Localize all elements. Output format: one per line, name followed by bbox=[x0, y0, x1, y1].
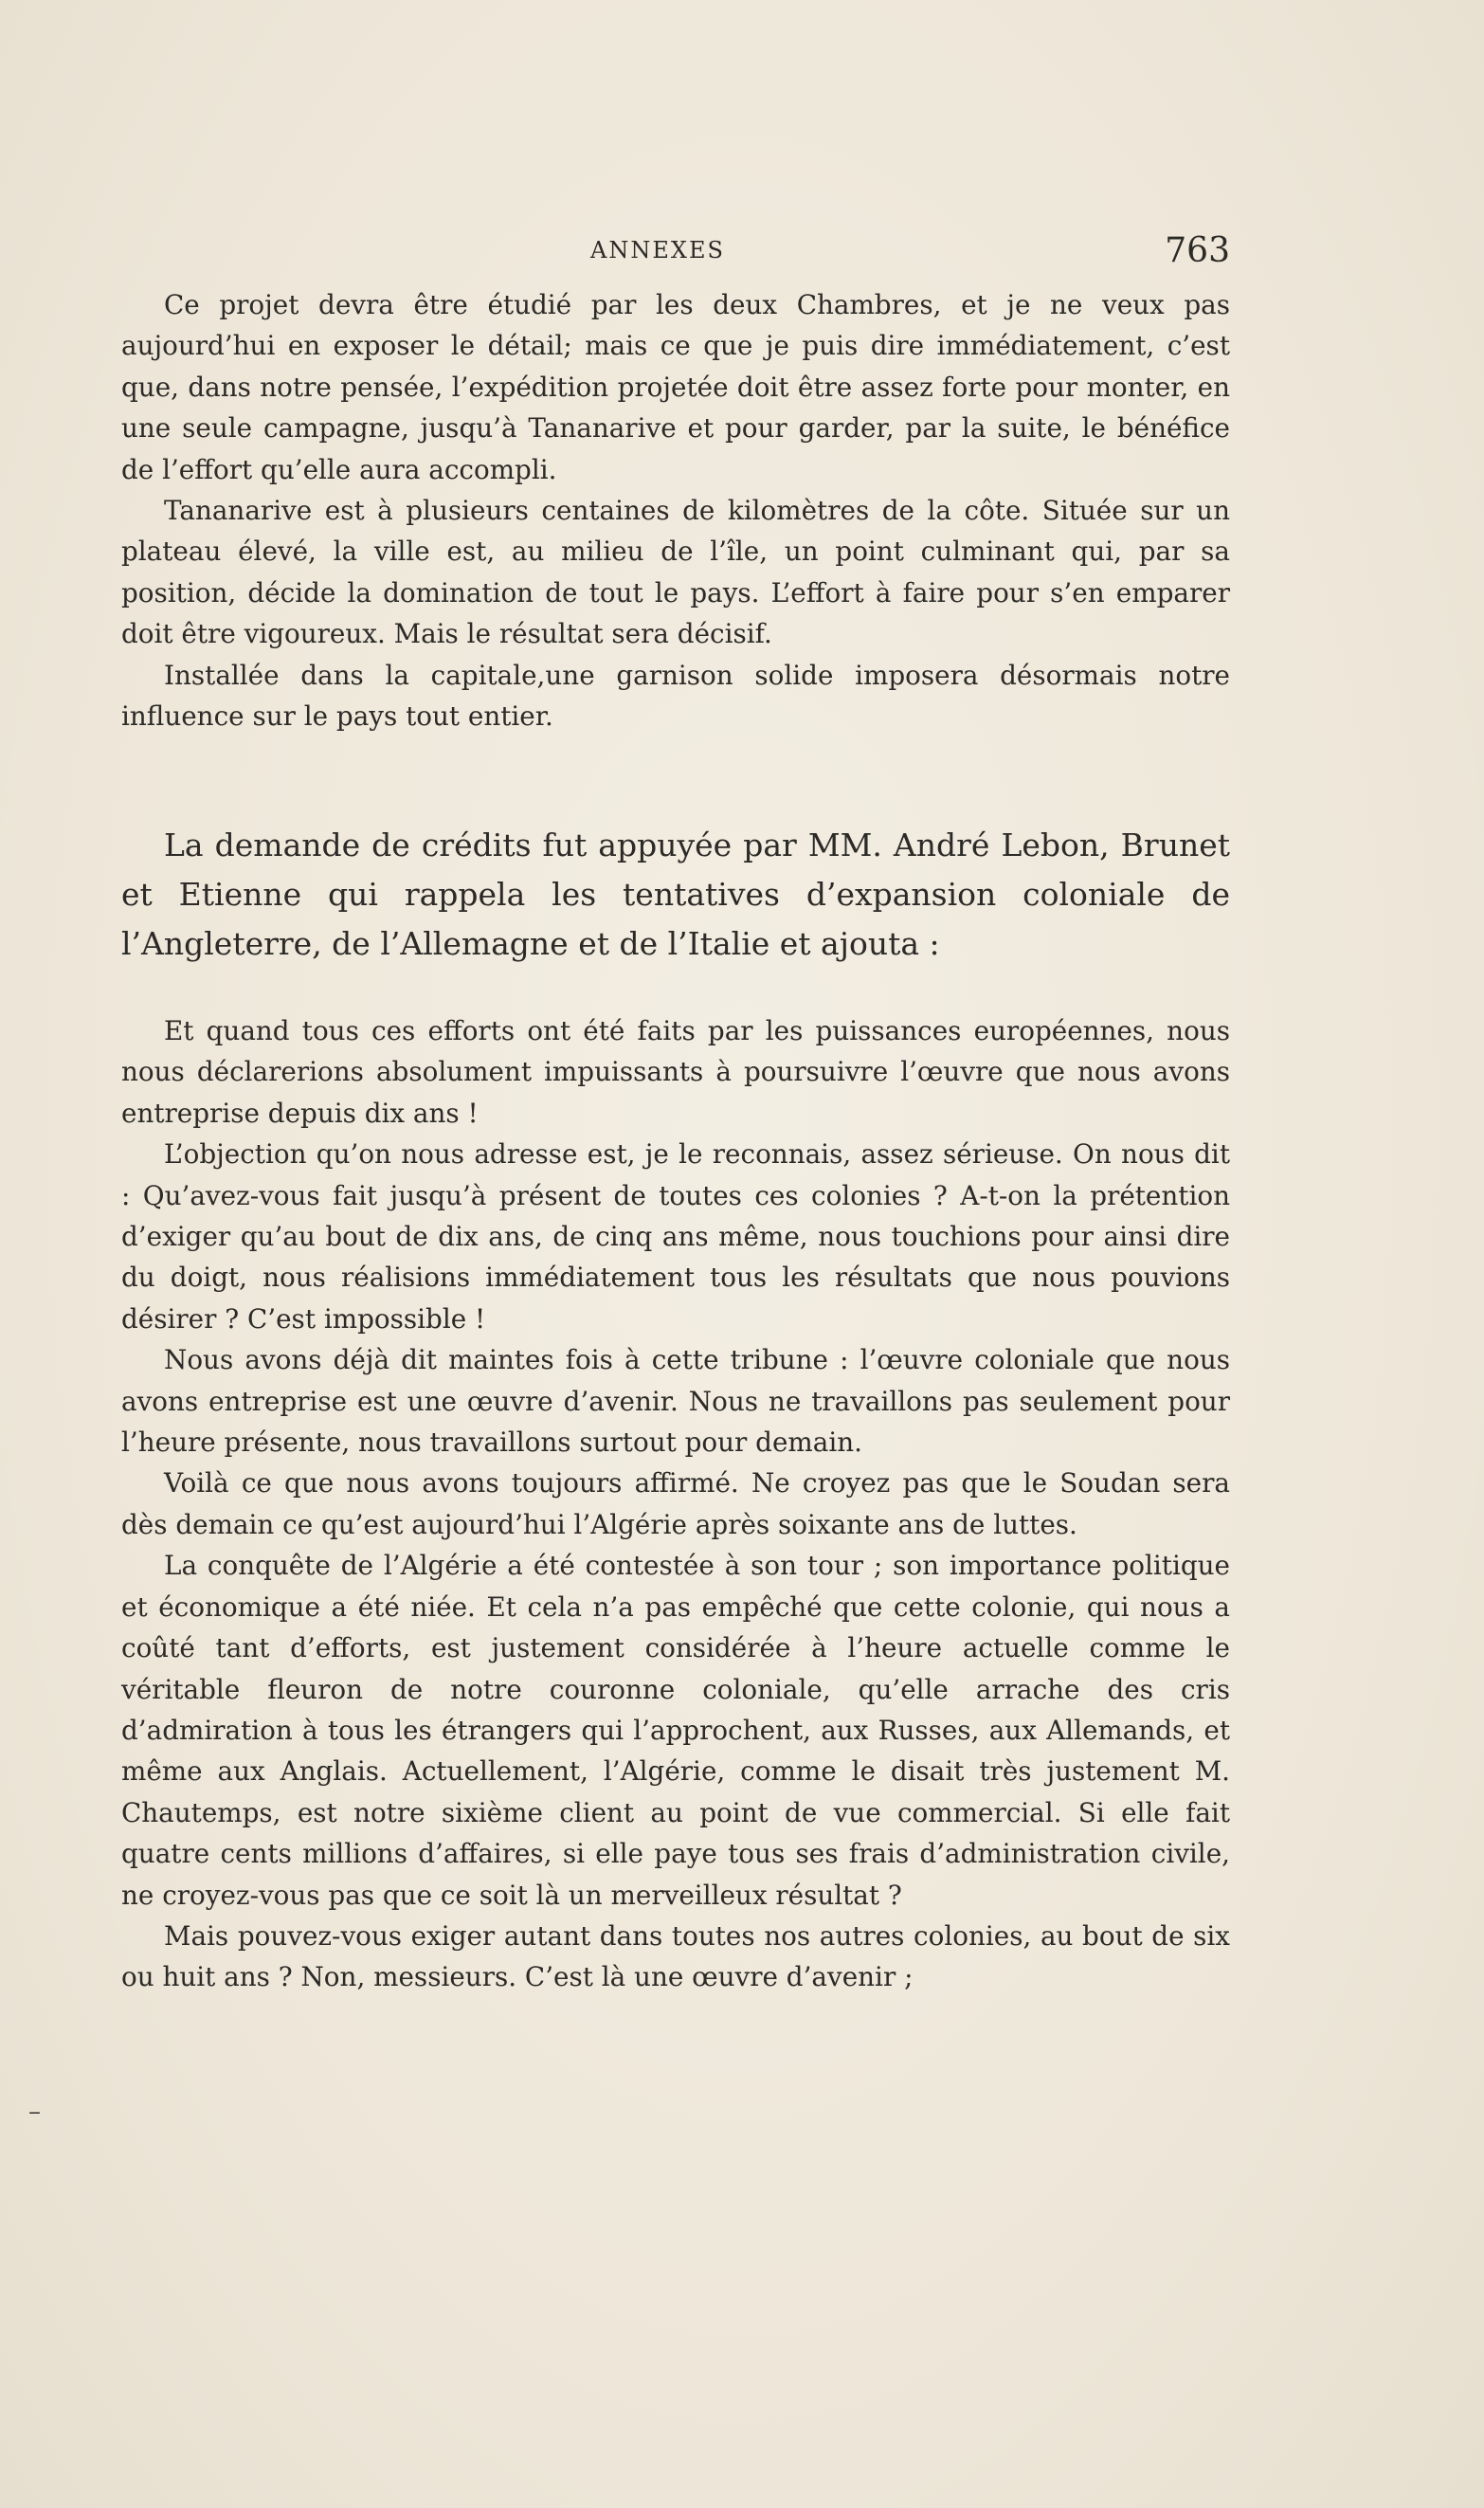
paragraph: Voilà ce que nous avons toujours affirmé. Ne croyez pas que le Soudan sera dès demain ce qu’est aujourd’hui l’Algérie après soixante ans de luttes. bbox=[121, 1467, 1230, 1540]
paragraph: Et quand tous ces efforts ont été faits par les puissances européennes, nous nous déclarerions absolument impuissants à poursuivre l’œuvre que nous avons entreprise depuis dix ans ! bbox=[121, 1015, 1230, 1129]
page-header bbox=[121, 231, 1230, 269]
running-head: ANNEXES bbox=[590, 237, 725, 264]
page-number: 763 bbox=[1165, 231, 1230, 270]
paragraph: La demande de crédits fut appuyée par MM. André Lebon, Brunet et Etienne qui rappela les tentatives d’expansion coloniale de l’Angleterre, de l’Allemagne et de l’Italie et ajouta : bbox=[121, 827, 1230, 962]
paragraph: Ce projet devra être étudié par les deux Chambres, et je ne veux pas aujourd’hui en exposer le détail; mais ce que je puis dire immédiatement, c’est que, dans notre pensée, l’expédition projetée doit être assez forte pour monter, en une seule campagne, jusqu’à Tananarive et pour garder, par la suite, le bénéfice de l’effort qu’elle aura accompli. bbox=[121, 289, 1230, 485]
paragraph: Mais pouvez-vous exiger autant dans toutes nos autres colonies, au bout de six ou huit ans ? Non, messieurs. C’est là une œuvre d’avenir ; bbox=[121, 1919, 1230, 1993]
quotation-block-1 bbox=[121, 284, 1230, 736]
margin-mark: – bbox=[28, 2098, 41, 2126]
paragraph: La conquête de l’Algérie a été contestée à son tour ; son importance politique et économique a été niée. Et cela n’a pas empêché que cette colonie, qui nous a coûté tant d’efforts, est justement considérée à l’heure actuelle comme le véritable fleuron de notre couronne coloniale, qu’elle arrache des cris d’admiration à tous les étrangers qui l’approchent, aux Russes, aux Allemands, et même aux Anglais. Actuellement, l’Algérie, comme le disait très justement M. Chautemps, est notre sixième client au point de vue commercial. Si elle fait quatre cents millions d’affaires, si elle paye tous ses frais d’administration civile, ne croyez-vous pas que ce soit là un merveilleux résultat ? bbox=[121, 1550, 1230, 1911]
paragraph: Nous avons déjà dit maintes fois à cette tribune : l’œuvre coloniale que nous avons entreprise est une œuvre d’avenir. Nous ne travaillons pas seulement pour l’heure présente, nous travaillons surtout pour demain. bbox=[121, 1344, 1230, 1459]
paragraph: Tananarive est à plusieurs centaines de kilomètres de la côte. Située sur un plateau élevé, la ville est, au milieu de l’île, un point culminant qui, par sa position, décide la domination de tout le pays. L’effort à faire pour s’en emparer doit être vigoureux. Mais le résultat sera décisif. bbox=[121, 495, 1230, 650]
paragraph: Installée dans la capitale,une garnison solide imposera désormais notre influence sur le pays tout entier. bbox=[121, 659, 1230, 733]
paragraph: L’objection qu’on nous adresse est, je le reconnais, assez sérieuse. On nous dit : Qu’avez-vous fait jusqu’à présent de toutes ces colonies ? A-t-on la prétention d’exiger qu’au bout de dix ans, de cinq ans même, nous touchions pour ainsi dire du doigt, nous réalisions immédiatement tous les résultats que nous pouvions désirer ? C’est impossible ! bbox=[121, 1138, 1230, 1335]
quotation-block-2 bbox=[121, 1010, 1230, 1998]
narrative-block bbox=[121, 821, 1230, 969]
